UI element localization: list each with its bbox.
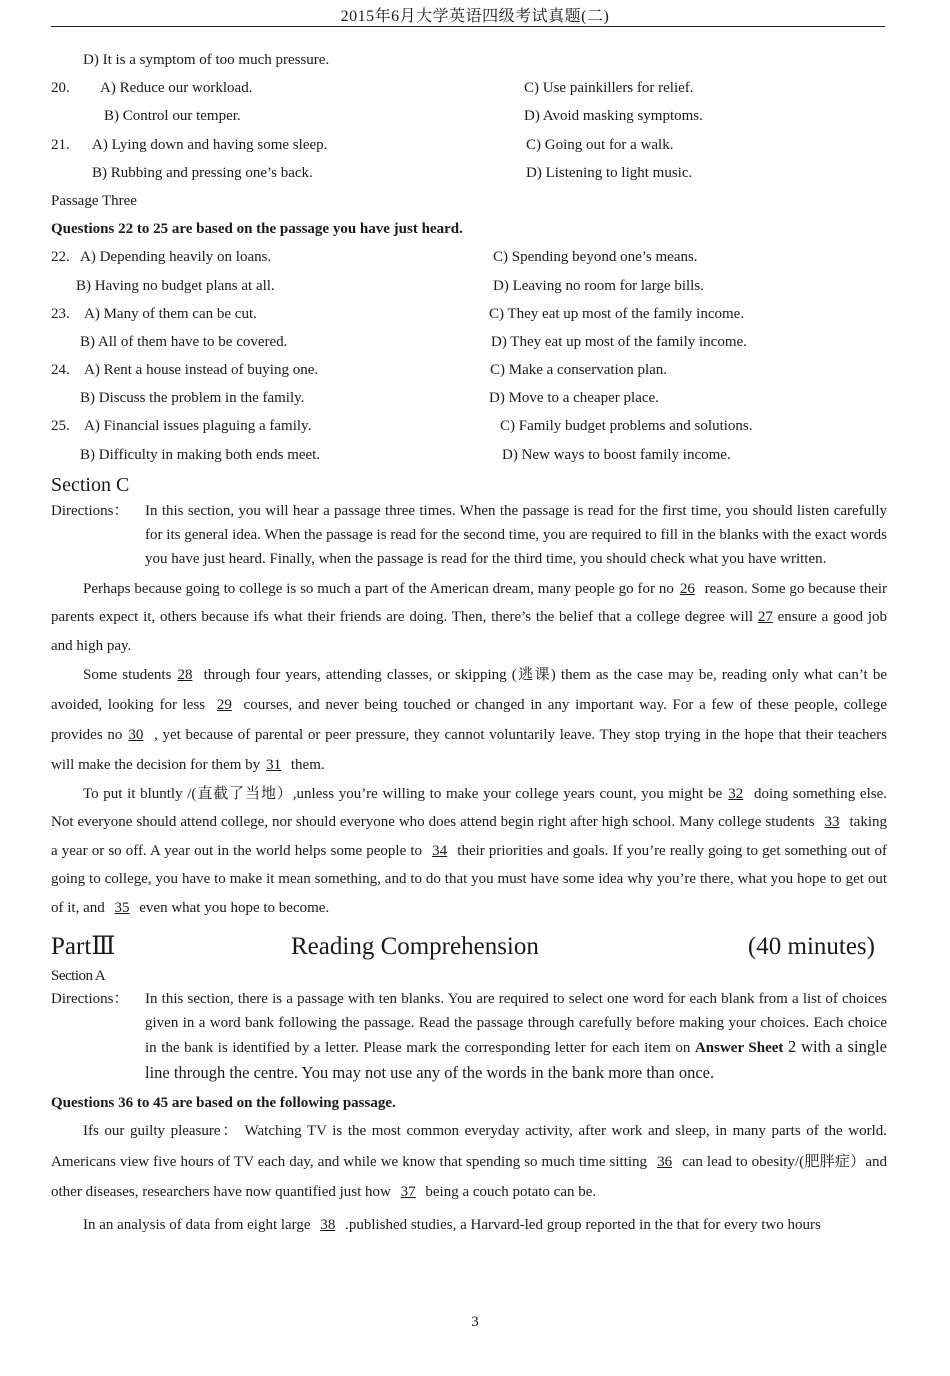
blank-31[interactable]: 31	[266, 757, 282, 774]
page-title: 2015年6月大学英语四级考试真题(二)	[340, 8, 610, 25]
paragraph-text: can lead to obesity/(肥胖症）and other diseases, researchers have now quantified just how	[51, 1153, 888, 1201]
blank-29[interactable]: 29	[216, 697, 232, 714]
q23-options-row1	[51, 302, 887, 330]
q23-option-c: C) They eat up most of the family income.	[489, 305, 745, 322]
q25-number: 25.	[51, 418, 70, 435]
paragraph-text: through four years, attending classes, or skipping (逃课) them as the case may be, reading only what can’t be avoided, looking for less	[51, 667, 887, 714]
directions-label: Directions：	[51, 991, 129, 1008]
paragraph-text: being a couch potato can be.	[425, 1184, 597, 1201]
blank-30[interactable]: 30	[128, 727, 144, 744]
page-number: 3	[471, 1314, 479, 1330]
paragraph-text: Some students	[83, 667, 172, 684]
q20-option-b: B) Control our temper.	[104, 108, 241, 125]
q20-options-row1	[51, 76, 887, 104]
paragraph-text: their priorities and goals. If you’re really going to get something out of going to college, you have to make it mean something, and to do that you must have some idea why you’re there, what you hope to get out of it, and	[51, 842, 888, 916]
q22-option-c: C) Spending beyond one’s means.	[493, 249, 698, 266]
header-divider	[51, 26, 885, 27]
paragraph-text: taking a year or so off. A year out in the world helps some people to	[51, 814, 888, 859]
q25-option-c: C) Family budget problems and solutions.	[500, 418, 753, 435]
directions-text-part: 2 with a single line through the centre. You may not use any of the words in the bank more than once.	[145, 1037, 888, 1082]
blank-32[interactable]: 32	[728, 786, 744, 803]
q20-option-c: C) Use painkillers for relief.	[524, 80, 694, 97]
paragraph-text: courses, and never being touched or changed in any important way. For a few of these people, college provides no	[51, 697, 888, 744]
q21-number: 21.	[51, 136, 70, 153]
paragraph-text: Perhaps because going to college is so much a part of the American dream, many people go for no	[83, 580, 674, 597]
q22-option-b: B) Having no budget plans at all.	[76, 277, 275, 294]
q25-option-a: A) Financial issues plaguing a family.	[84, 418, 312, 435]
page-content	[51, 48, 887, 1239]
section-c-paragraph-2	[51, 660, 887, 780]
q24-option-d: D) Move to a cheaper place.	[489, 390, 659, 407]
paragraph-text: reason. Some go because their parents expect it, others because ifs what their friends are doing. Then, there’s the belief that a college degree will	[51, 580, 888, 626]
q24-options-row2	[51, 386, 887, 414]
q24-option-a: A) Rent a house instead of buying one.	[84, 362, 319, 379]
q20-options-row2	[51, 104, 887, 132]
q24-options-row1	[51, 358, 887, 386]
blank-37[interactable]: 37	[400, 1184, 416, 1201]
q22-options-row1	[51, 245, 887, 273]
q19-option-d: D) It is a symptom of too much pressure.	[83, 52, 330, 68]
q22-options-row2	[51, 274, 887, 302]
paragraph-text: , yet because of parental or peer pressure, they cannot voluntarily leave. They stop trying in the hope that their teachers will make the decision for them by	[51, 727, 887, 774]
q20-option-a: A) Reduce our workload.	[100, 80, 253, 97]
paragraph-text: In an analysis of data from eight large	[83, 1216, 311, 1233]
paragraph-text: doing something else. Not everyone should attend college, nor should everyone who does attend begin right after high school. Many college students	[51, 786, 887, 831]
blank-27[interactable]: 27	[757, 609, 773, 626]
q23-option-b: B) All of them have to be covered.	[80, 333, 288, 350]
q21-option-b: B) Rubbing and pressing one’s back.	[92, 164, 313, 181]
q21-options-row1	[51, 133, 887, 161]
q21-option-c: C) Going out for a walk.	[526, 136, 674, 153]
paragraph-text: even what you hope to become.	[139, 899, 330, 916]
q23-number: 23.	[51, 305, 70, 322]
q22-option-d: D) Leaving no room for large bills.	[493, 277, 704, 294]
section-a-paragraph-2	[51, 1211, 887, 1239]
blank-36[interactable]: 36	[657, 1153, 673, 1170]
section-c-paragraph-1	[51, 575, 887, 660]
q24-number: 24.	[51, 362, 70, 379]
directions-text	[145, 988, 887, 1086]
q23-option-d: D) They eat up most of the family income.	[491, 333, 747, 350]
paragraph-text: .published studies, a Harvard-led group reported in the that for every two hours	[345, 1216, 821, 1233]
q25-option-d: D) New ways to boost family income.	[502, 446, 731, 463]
q19-options	[51, 48, 887, 76]
q20-option-d: D) Avoid masking symptoms.	[524, 108, 703, 125]
q21-option-d: D) Listening to light music.	[526, 164, 693, 181]
section-a-title: Section A	[51, 968, 106, 985]
directions-text: In this section, you will hear a passage three times. When the passage is read for the first time, you should listen carefully for its general idea. When the passage is read for the second time, you are required to fill in the blanks with the exact words you have just heard. Finally, when the passage is read for the third time, you should check what you have written.	[145, 502, 887, 567]
q25-option-b: B) Difficulty in making both ends meet.	[80, 446, 321, 463]
q21-options-row2	[51, 161, 887, 189]
passage-three-label: Passage Three	[51, 192, 137, 209]
section-a-directions	[51, 988, 887, 1086]
blank-33[interactable]: 33	[824, 814, 840, 831]
q20-number: 20.	[51, 80, 70, 97]
questions-22-25-heading: Questions 22 to 25 are based on the passage you have just heard.	[51, 221, 463, 238]
paragraph-text: them.	[290, 757, 325, 774]
section-c-paragraph-3	[51, 780, 887, 922]
q22-number: 22.	[51, 249, 70, 266]
q24-option-b: B) Discuss the problem in the family.	[80, 390, 305, 407]
section-a-paragraph-1	[51, 1116, 887, 1208]
blank-26[interactable]: 26	[679, 580, 695, 597]
part-title: Reading Comprehension	[291, 933, 539, 961]
answer-sheet-label: Answer Sheet	[694, 1040, 784, 1057]
paragraph-text: Ifs our guilty pleasure： Watching TV is the most common everyday activity, after work and sleep, in many parts of the world. Americans view five hours of TV each day, and while we know that spending so much time sitting	[51, 1123, 887, 1170]
blank-38[interactable]: 38	[320, 1216, 336, 1233]
part-time: (40 minutes)	[747, 933, 875, 961]
q21-option-a: A) Lying down and having some sleep.	[92, 136, 328, 153]
part-label: PartⅢ	[51, 933, 116, 961]
q25-options-row1	[51, 414, 887, 442]
part-3-heading	[51, 930, 887, 964]
blank-28[interactable]: 28	[177, 667, 193, 684]
questions-36-45-heading: Questions 36 to 45 are based on the following passage.	[51, 1095, 396, 1112]
q25-options-row2	[51, 443, 887, 471]
paragraph-text: ensure a good job and high pay.	[51, 609, 888, 654]
section-c-directions	[51, 499, 887, 571]
q24-option-c: C) Make a conservation plan.	[490, 362, 668, 379]
q23-options-row2	[51, 330, 887, 358]
directions-text-part: In this section, there is a passage with ten blanks. You are required to select one word for each blank from a list of choices given in a word bank following the passage. Read the passage through carefully before making your choices. Each choice in the bank is identified by a letter. Please mark the corresponding letter for each item on	[145, 991, 887, 1057]
section-c-title: Section C	[51, 473, 130, 496]
q23-option-a: A) Many of them can be cut.	[84, 305, 257, 322]
q22-option-a: A) Depending heavily on loans.	[80, 249, 272, 266]
blank-34[interactable]: 34	[432, 842, 448, 859]
paragraph-text: To put it bluntly /(直截了当地）,unless you’re willing to make your college years count, you might be	[83, 786, 723, 803]
blank-35[interactable]: 35	[114, 899, 130, 916]
directions-label: Directions：	[51, 502, 129, 519]
